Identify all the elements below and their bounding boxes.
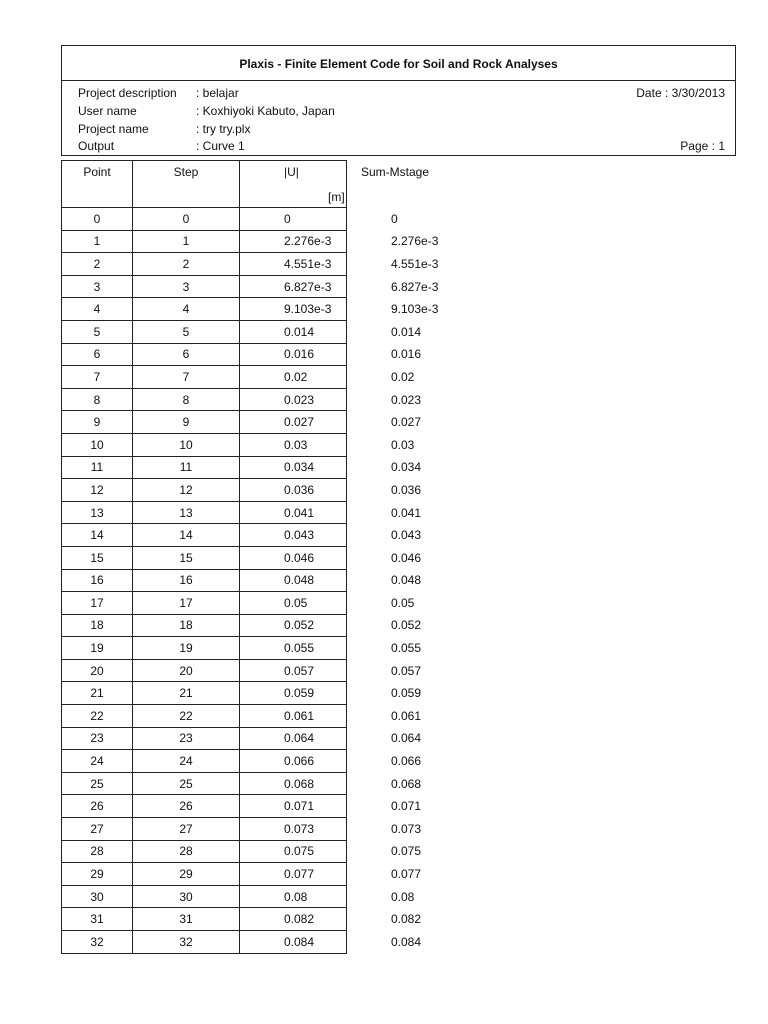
cell-sum-mstage: 0.066 — [391, 754, 422, 769]
project-name-value: : try try.plx — [196, 122, 251, 136]
table-row — [62, 863, 508, 886]
cell-point: 29 — [62, 863, 133, 886]
cell-step: 25 — [133, 772, 240, 795]
table-row — [62, 908, 508, 931]
table-header-row — [62, 161, 508, 208]
table-row — [62, 343, 508, 366]
table-body — [62, 208, 508, 954]
cell-displacement: 0.064 — [240, 727, 347, 750]
cell-point: 12 — [62, 479, 133, 502]
cell-step: 0 — [133, 208, 240, 231]
cell-displacement: 0.041 — [240, 501, 347, 524]
cell-displacement: 0.05 — [240, 592, 347, 615]
table-row — [62, 501, 508, 524]
cell-sum-mstage: 0 — [391, 211, 398, 226]
table-row — [62, 592, 508, 615]
table-row — [62, 433, 508, 456]
table-row — [62, 705, 508, 728]
table-row — [62, 931, 508, 954]
cell-point: 18 — [62, 614, 133, 637]
cell-sum-mstage: 0.014 — [391, 324, 422, 339]
results-table — [61, 160, 508, 954]
cell-point: 10 — [62, 433, 133, 456]
report-date: Date : 3/30/2013 — [636, 86, 725, 100]
cell-step: 13 — [133, 501, 240, 524]
cell-displacement: 9.103e-3 — [240, 298, 347, 321]
cell-sum-mstage: 0.048 — [391, 573, 422, 588]
cell-step: 20 — [133, 659, 240, 682]
cell-point: 3 — [62, 275, 133, 298]
table-row — [62, 750, 508, 773]
cell-displacement: 0.02 — [240, 366, 347, 389]
cell-sum-mstage: 0.084 — [391, 934, 422, 949]
table-row — [62, 569, 508, 592]
cell-step: 9 — [133, 411, 240, 434]
cell-point: 16 — [62, 569, 133, 592]
table-row — [62, 320, 508, 343]
cell-sum-mstage: 0.064 — [391, 731, 422, 746]
report-title: Plaxis - Finite Element Code for Soil and Rock Analyses — [239, 57, 558, 71]
info-row-output — [62, 137, 735, 155]
cell-step: 12 — [133, 479, 240, 502]
cell-step: 3 — [133, 275, 240, 298]
cell-point: 23 — [62, 727, 133, 750]
cell-point: 13 — [62, 501, 133, 524]
table-row — [62, 524, 508, 547]
cell-sum-mstage: 0.05 — [391, 595, 415, 610]
cell-sum-mstage: 4.551e-3 — [391, 256, 439, 271]
table-row — [62, 659, 508, 682]
cell-step: 10 — [133, 433, 240, 456]
cell-displacement: 0.03 — [240, 433, 347, 456]
cell-step: 2 — [133, 253, 240, 276]
cell-point: 24 — [62, 750, 133, 773]
cell-displacement: 0.036 — [240, 479, 347, 502]
cell-sum-mstage: 0.02 — [391, 369, 415, 384]
cell-displacement: 0.023 — [240, 388, 347, 411]
column-header-displacement-label: |U| — [284, 165, 299, 179]
column-header-sum-mstage: Sum-Mstage — [361, 164, 430, 179]
table-row — [62, 253, 508, 276]
page-number: Page : 1 — [680, 139, 725, 153]
cell-step: 1 — [133, 230, 240, 253]
cell-point: 32 — [62, 931, 133, 954]
cell-step: 11 — [133, 456, 240, 479]
cell-point: 30 — [62, 885, 133, 908]
cell-step: 4 — [133, 298, 240, 321]
table-row — [62, 388, 508, 411]
cell-sum-mstage: 0.073 — [391, 821, 422, 836]
cell-displacement: 0.077 — [240, 863, 347, 886]
cell-displacement: 0.027 — [240, 411, 347, 434]
table-row — [62, 546, 508, 569]
cell-sum-mstage: 6.827e-3 — [391, 279, 439, 294]
table-row — [62, 479, 508, 502]
cell-displacement: 0 — [240, 208, 347, 231]
cell-sum-mstage: 0.061 — [391, 708, 422, 723]
cell-step: 23 — [133, 727, 240, 750]
cell-sum-mstage: 0.041 — [391, 505, 422, 520]
cell-point: 14 — [62, 524, 133, 547]
cell-sum-mstage: 9.103e-3 — [391, 302, 439, 317]
cell-point: 15 — [62, 546, 133, 569]
table-row — [62, 637, 508, 660]
cell-sum-mstage: 0.016 — [391, 347, 422, 362]
cell-point: 5 — [62, 320, 133, 343]
cell-displacement: 0.016 — [240, 343, 347, 366]
column-header-displacement — [240, 161, 347, 208]
cell-displacement: 0.075 — [240, 840, 347, 863]
cell-sum-mstage: 0.082 — [391, 912, 422, 927]
cell-displacement: 0.084 — [240, 931, 347, 954]
cell-displacement: 0.048 — [240, 569, 347, 592]
cell-sum-mstage: 0.068 — [391, 776, 422, 791]
project-description-value: : belajar — [196, 86, 239, 100]
cell-point: 27 — [62, 818, 133, 841]
table-row — [62, 772, 508, 795]
cell-sum-mstage: 0.034 — [391, 460, 422, 475]
cell-point: 20 — [62, 659, 133, 682]
table-row — [62, 682, 508, 705]
cell-displacement: 0.052 — [240, 614, 347, 637]
user-name-value: : Koxhiyoki Kabuto, Japan — [196, 104, 335, 118]
cell-step: 21 — [133, 682, 240, 705]
cell-sum-mstage: 0.08 — [391, 889, 415, 904]
project-info-panel — [61, 80, 736, 156]
cell-step: 15 — [133, 546, 240, 569]
column-header-point: Point — [62, 161, 133, 208]
cell-step: 18 — [133, 614, 240, 637]
cell-step: 7 — [133, 366, 240, 389]
cell-point: 8 — [62, 388, 133, 411]
output-value: : Curve 1 — [196, 139, 245, 153]
cell-displacement: 0.066 — [240, 750, 347, 773]
cell-point: 11 — [62, 456, 133, 479]
column-header-step: Step — [133, 161, 240, 208]
cell-displacement: 0.059 — [240, 682, 347, 705]
table-row — [62, 275, 508, 298]
table-row — [62, 230, 508, 253]
cell-displacement: 0.046 — [240, 546, 347, 569]
cell-displacement: 0.043 — [240, 524, 347, 547]
table-row — [62, 614, 508, 637]
cell-point: 2 — [62, 253, 133, 276]
info-row-project-description — [62, 84, 735, 102]
cell-displacement: 0.034 — [240, 456, 347, 479]
cell-point: 28 — [62, 840, 133, 863]
project-name-label: Project name — [78, 122, 149, 136]
cell-step: 19 — [133, 637, 240, 660]
cell-sum-mstage: 0.057 — [391, 663, 422, 678]
cell-step: 26 — [133, 795, 240, 818]
user-name-label: User name — [78, 104, 137, 118]
cell-displacement: 0.08 — [240, 885, 347, 908]
info-row-project-name — [62, 120, 735, 138]
cell-step: 22 — [133, 705, 240, 728]
table-row — [62, 208, 508, 231]
cell-step: 32 — [133, 931, 240, 954]
cell-step: 28 — [133, 840, 240, 863]
table-row — [62, 818, 508, 841]
cell-sum-mstage: 0.059 — [391, 686, 422, 701]
cell-step: 17 — [133, 592, 240, 615]
cell-step: 29 — [133, 863, 240, 886]
cell-step: 27 — [133, 818, 240, 841]
cell-step: 14 — [133, 524, 240, 547]
cell-step: 16 — [133, 569, 240, 592]
cell-sum-mstage: 0.03 — [391, 437, 415, 452]
table-row — [62, 298, 508, 321]
cell-displacement: 0.055 — [240, 637, 347, 660]
cell-step: 6 — [133, 343, 240, 366]
cell-displacement: 2.276e-3 — [240, 230, 347, 253]
cell-sum-mstage: 0.043 — [391, 528, 422, 543]
cell-displacement: 6.827e-3 — [240, 275, 347, 298]
cell-displacement: 0.014 — [240, 320, 347, 343]
cell-point: 6 — [62, 343, 133, 366]
cell-sum-mstage: 0.055 — [391, 641, 422, 656]
cell-step: 5 — [133, 320, 240, 343]
table-row — [62, 885, 508, 908]
cell-displacement: 0.082 — [240, 908, 347, 931]
cell-point: 17 — [62, 592, 133, 615]
cell-step: 30 — [133, 885, 240, 908]
cell-displacement: 0.071 — [240, 795, 347, 818]
report-header — [61, 45, 736, 81]
table-row — [62, 456, 508, 479]
cell-point: 26 — [62, 795, 133, 818]
cell-point: 31 — [62, 908, 133, 931]
cell-displacement: 4.551e-3 — [240, 253, 347, 276]
cell-point: 7 — [62, 366, 133, 389]
cell-sum-mstage: 0.052 — [391, 618, 422, 633]
column-header-displacement-unit: [m] — [328, 190, 345, 204]
cell-sum-mstage: 0.075 — [391, 844, 422, 859]
table-row — [62, 366, 508, 389]
table-row — [62, 840, 508, 863]
cell-step: 8 — [133, 388, 240, 411]
cell-sum-mstage: 0.046 — [391, 550, 422, 565]
cell-sum-mstage: 0.071 — [391, 799, 422, 814]
info-row-user-name — [62, 102, 735, 120]
cell-sum-mstage: 0.077 — [391, 867, 422, 882]
cell-step: 24 — [133, 750, 240, 773]
cell-step: 31 — [133, 908, 240, 931]
cell-point: 1 — [62, 230, 133, 253]
cell-sum-mstage: 0.027 — [391, 415, 422, 430]
project-description-label: Project description — [78, 86, 177, 100]
output-label: Output — [78, 139, 115, 153]
cell-point: 9 — [62, 411, 133, 434]
cell-point: 19 — [62, 637, 133, 660]
cell-displacement: 0.073 — [240, 818, 347, 841]
cell-sum-mstage: 2.276e-3 — [391, 234, 439, 249]
cell-point: 22 — [62, 705, 133, 728]
table-row — [62, 727, 508, 750]
cell-point: 4 — [62, 298, 133, 321]
cell-sum-mstage: 0.023 — [391, 392, 422, 407]
cell-displacement: 0.068 — [240, 772, 347, 795]
cell-displacement: 0.057 — [240, 659, 347, 682]
table-row — [62, 411, 508, 434]
cell-point: 0 — [62, 208, 133, 231]
cell-sum-mstage: 0.036 — [391, 482, 422, 497]
cell-displacement: 0.061 — [240, 705, 347, 728]
table-row — [62, 795, 508, 818]
cell-point: 21 — [62, 682, 133, 705]
cell-point: 25 — [62, 772, 133, 795]
